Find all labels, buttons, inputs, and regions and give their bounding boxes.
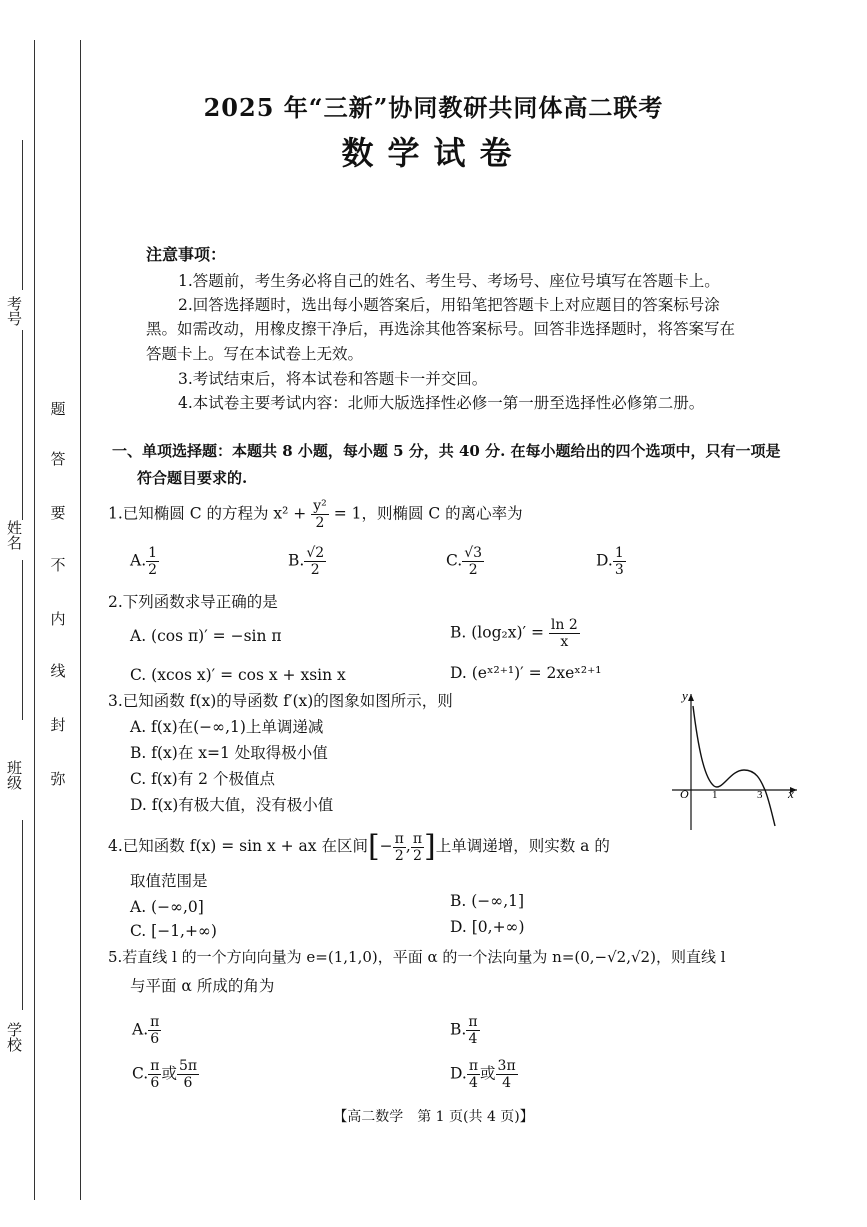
seal-char: 答 — [50, 450, 66, 468]
q5-option-b: B. $\frac{\pi}{4}$ — [450, 1014, 478, 1047]
section1-line1: 一、单项选择题：本题共 8 小题，每小题 5 分，共 40 分. 在每小题给出的四个选项中，只有一项是 — [112, 442, 781, 460]
q4-option-a: A. (−∞,0] — [130, 898, 204, 916]
q1-option-b: B. $\frac{√2}{2}$ — [288, 545, 325, 578]
notice-item-2b: 黑。如需改动，用橡皮擦干净后，再选涂其他答案标号。回答非选择题时，将答案写在 — [146, 320, 736, 338]
seal-char: 内 — [50, 610, 66, 628]
q1-option-c: C. $\frac{√3}{2}$ — [446, 545, 483, 578]
section1-line2: 符合题目要求的. — [137, 469, 248, 487]
notice-item-4: 4.本试卷主要考试内容：北师大版选择性必修一第一册至选择性必修第二册。 — [178, 394, 705, 412]
seal-char: 不 — [50, 556, 66, 574]
q2-stem: 2.下列函数求导正确的是 — [108, 593, 278, 611]
q2-option-b: B. (log₂x)′ = $\frac{\ln 2}{x}$ — [450, 617, 578, 650]
notice-heading: 注意事项： — [146, 245, 227, 264]
q2-option-c: C. (xcos x)′ = cos x + xsin x — [130, 666, 346, 684]
graph-tick-3: 3 — [757, 789, 763, 801]
q5-option-a: A. $\frac{\pi}{6}$ — [132, 1014, 160, 1047]
notice-item-2a: 2.回答选择题时，选出每小题答案后，用铅笔把答题卡上对应题目的答案标号涂 — [178, 296, 720, 314]
seal-char: 题 — [50, 400, 66, 418]
q1-option-a: A. $\frac{1}{2}$ — [130, 545, 158, 578]
graph-x-label: x — [788, 786, 794, 801]
name-label: 姓名 — [5, 520, 23, 550]
q4-option-b: B. (−∞,1] — [450, 892, 525, 910]
graph-origin-label: O — [680, 787, 689, 801]
q3-stem: 3.已知函数 f(x)的导函数 f′(x)的图象如图所示，则 — [108, 692, 453, 710]
seal-char: 封 — [50, 716, 66, 734]
q4-option-c: C. [−1,+∞) — [130, 922, 217, 940]
q5-option-d: D. $\frac{\pi}{4}$ 或 $\frac{3\pi}{4}$ — [450, 1058, 516, 1091]
q2-option-d: D. (eˣ²⁺¹)′ = 2xeˣ²⁺¹ — [450, 664, 602, 682]
q2-option-a: A. (cos π)′ = −sin π — [130, 627, 282, 645]
q4-option-d: D. [0,+∞) — [450, 918, 525, 936]
derivative-graph — [662, 686, 802, 831]
seal-char: 要 — [50, 504, 66, 522]
q3-option-c: C. f(x)有 2 个极值点 — [130, 770, 275, 788]
subject-title: 数学试卷 — [341, 134, 526, 172]
seal-char: 线 — [50, 662, 66, 680]
margin-line-inner — [80, 40, 81, 1200]
q1-stem: 1.已知椭圆 C 的方程为 x² + $\frac{\text{y²}}{2}$ = 1，则椭圆 C 的离心率为 — [108, 498, 523, 531]
name-blank — [22, 330, 23, 520]
class-label: 班级 — [5, 760, 23, 790]
q4-stem-line1: 4.已知函数 f(x) = sin x + ax 在区间[− $\frac{\pi}{2}$ , $\frac{\pi}{2}$ ]上单调递增，则实数 a 的 — [108, 829, 610, 864]
graph-tick-1: 1 — [712, 789, 718, 801]
q3-option-a: A. f(x)在(−∞,1)上单调递减 — [130, 718, 324, 736]
page-footer: 【高二数学 第 1 页(共 4 页)】 — [333, 1109, 534, 1125]
q5-stem-line1: 5.若直线 l 的一个方向向量为 e=(1,1,0)，平面 α 的一个法向量为 n=(0,−√2,√2)，则直线 l — [108, 948, 726, 966]
exam-title: 2025 年“三新”协同教研共同体高二联考 — [203, 93, 664, 122]
notice-item-2c: 答题卡上。写在本试卷上无效。 — [146, 345, 364, 363]
seal-char: 弥 — [50, 770, 66, 788]
notice-item-1: 1.答题前，考生务必将自己的姓名、考生号、考场号、座位号填写在答题卡上。 — [178, 272, 720, 290]
q1-option-d: D. $\frac{1}{3}$ — [596, 545, 624, 578]
class-blank — [22, 560, 23, 720]
q4-stem-line2: 取值范围是 — [130, 872, 208, 890]
notice-item-3: 3.考试结束后，将本试卷和答题卡一并交回。 — [178, 370, 488, 388]
q5-stem-line2: 与平面 α 所成的角为 — [130, 977, 275, 995]
school-label: 学校 — [5, 1022, 23, 1052]
school-blank — [22, 820, 23, 1010]
graph-y-label: y — [682, 688, 688, 703]
exam-no-label: 考号 — [5, 296, 23, 326]
q3-option-d: D. f(x)有极大值，没有极小值 — [130, 796, 334, 814]
q5-option-c: C. $\frac{\pi}{6}$ 或 $\frac{5\pi}{6}$ — [132, 1058, 198, 1091]
margin-line-outer — [34, 40, 35, 1200]
q3-option-b: B. f(x)在 x=1 处取得极小值 — [130, 744, 328, 762]
